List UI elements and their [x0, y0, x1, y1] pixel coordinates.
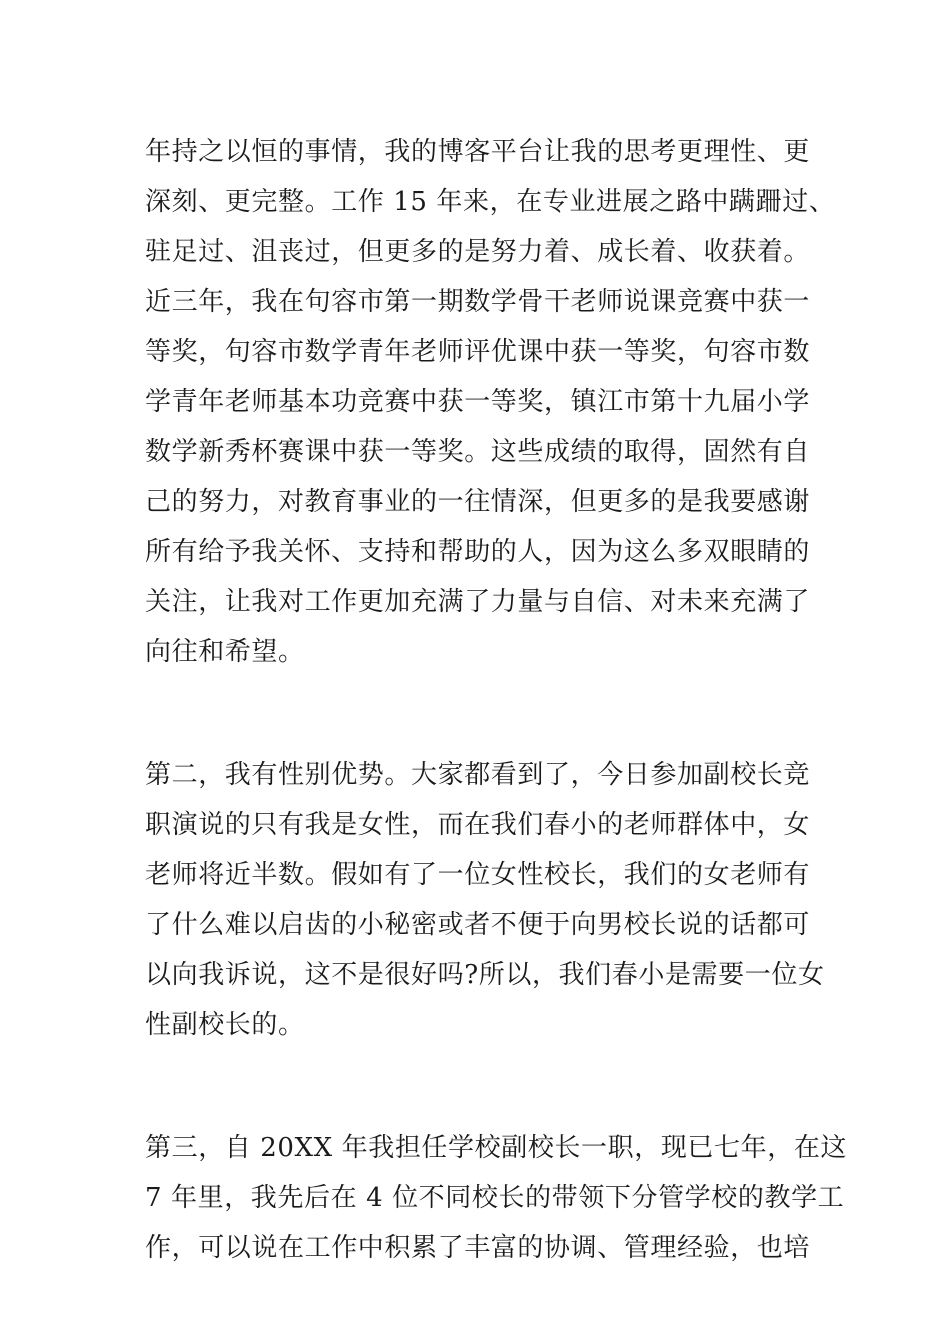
paragraph-spacer: [145, 1050, 815, 1123]
paragraph-achievements: [145, 127, 836, 677]
text-line: 向往和希望。: [145, 637, 305, 667]
text-line: 了什么难以启齿的小秘密或者不便于向男校长说的话都可: [145, 910, 811, 940]
text-line: 学青年老师基本功竞赛中获一等奖，镇江市第十九届小学: [145, 387, 811, 417]
text-line: 7 年里，我先后在 4 位不同校长的带领下分管学校的教学工: [145, 1183, 845, 1213]
text-line: 己的努力，对教育事业的一往情深，但更多的是我要感谢: [145, 487, 811, 517]
text-line: 年持之以恒的事情，我的博客平台让我的思考更理性、更: [145, 137, 811, 167]
text-line: 以向我诉说，这不是很好吗?所以，我们春小是需要一位女: [145, 960, 825, 990]
text-line: 职演说的只有我是女性，而在我们春小的老师群体中，女: [145, 810, 811, 840]
paragraph-spacer: [145, 677, 815, 750]
text-line: 第三，自 20XX 年我担任学校副校长一职，现已七年，在这: [145, 1133, 848, 1163]
document-body: [145, 127, 848, 1273]
text-line: 老师将近半数。假如有了一位女性校长，我们的女老师有: [145, 860, 811, 890]
paragraph-gender-advantage: [145, 750, 825, 1050]
text-line: 性副校长的。: [145, 1010, 305, 1040]
text-line: 驻足过、沮丧过，但更多的是努力着、成长着、收获着。: [145, 237, 811, 267]
text-line: 关注，让我对工作更加充满了力量与自信、对未来充满了: [145, 587, 811, 617]
text-line: 近三年，我在句容市第一期数学骨干老师说课竞赛中获一: [145, 287, 811, 317]
text-line: 作，可以说在工作中积累了丰富的协调、管理经验，也培: [145, 1233, 811, 1263]
text-line: 等奖，句容市数学青年老师评优课中获一等奖，句容市数: [145, 337, 811, 367]
paragraph-experience: [145, 1123, 848, 1273]
text-line: 数学新秀杯赛课中获一等奖。这些成绩的取得，固然有自: [145, 437, 811, 467]
text-line: 深刻、更完整。工作 15 年来，在专业进展之路中蹒跚过、: [145, 187, 836, 217]
text-line: 所有给予我关怀、支持和帮助的人，因为这么多双眼睛的: [145, 537, 811, 567]
text-line: 第二，我有性别优势。大家都看到了，今日参加副校长竞: [145, 760, 811, 790]
